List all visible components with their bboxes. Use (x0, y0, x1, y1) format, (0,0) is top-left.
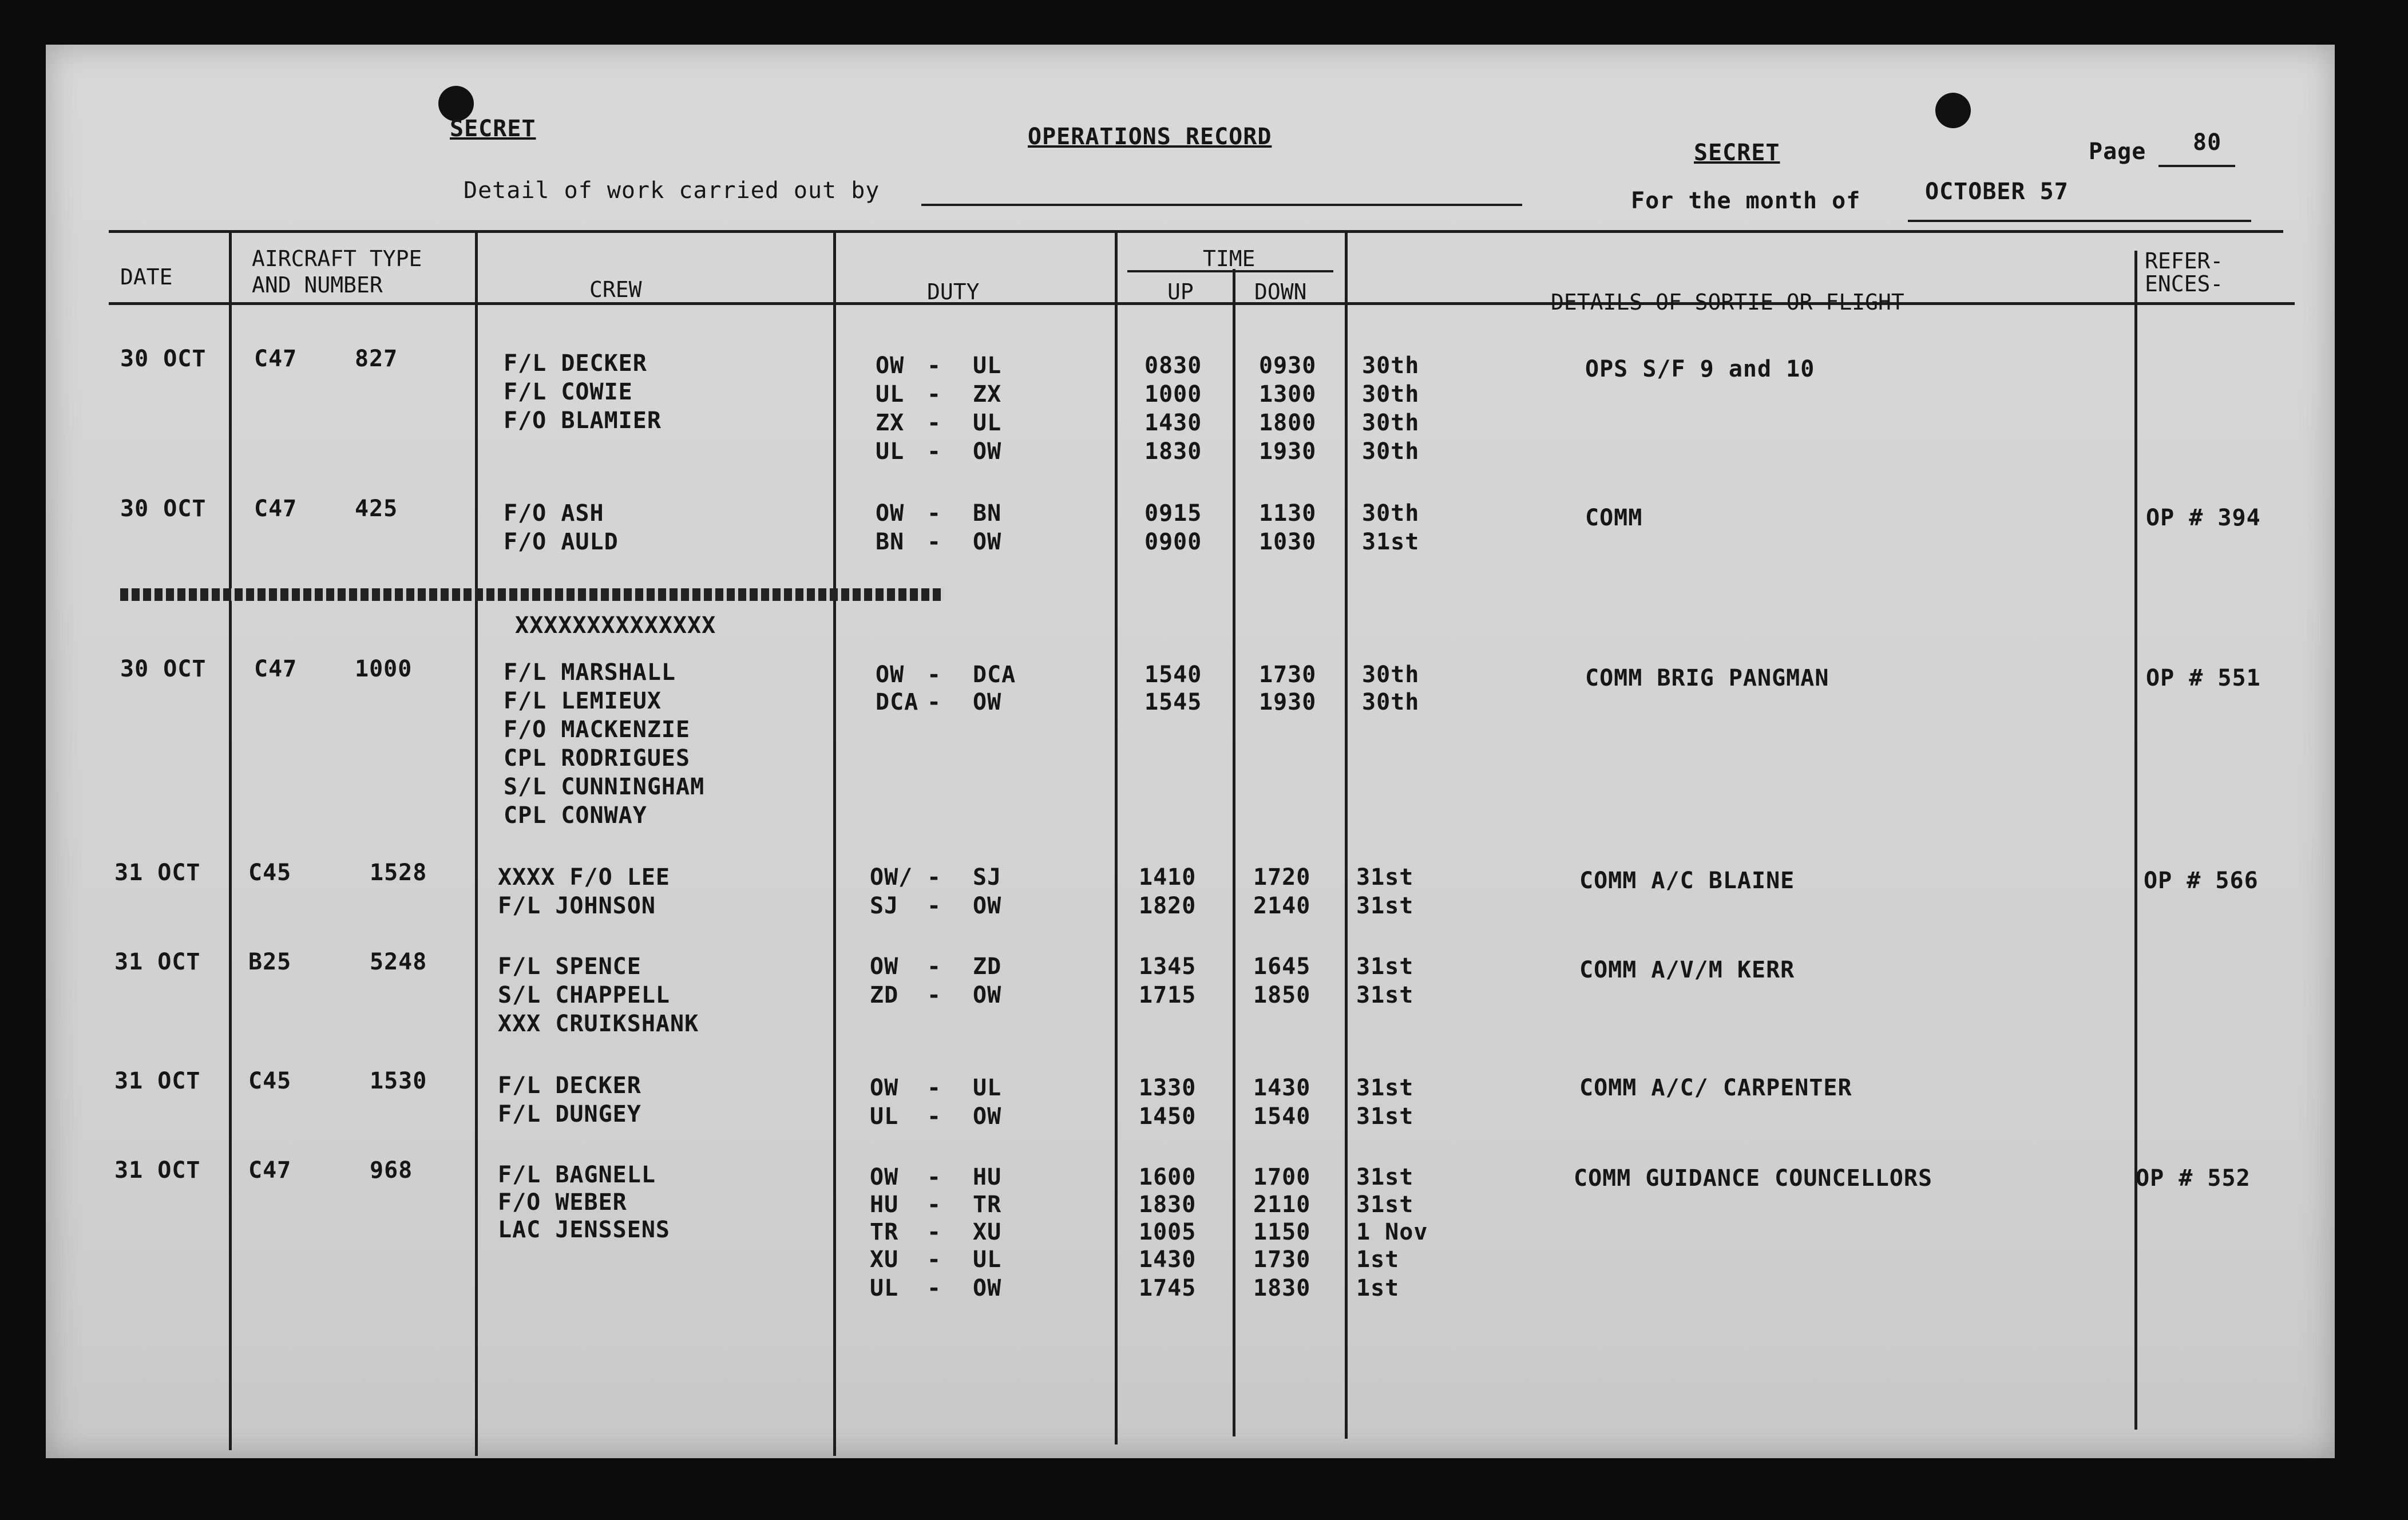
crew-member: F/L SPENCE (498, 953, 641, 980)
crew-member: F/L DECKER (504, 350, 647, 377)
crew-member: LAC JENSSENS (498, 1217, 670, 1243)
crew-member: F/L JOHNSON (498, 893, 656, 919)
page-label: Page (2089, 138, 2146, 165)
leg-dash: - (927, 1219, 942, 1245)
leg-from: SJ (870, 893, 899, 919)
leg-up: 1715 (1139, 982, 1197, 1008)
leg-from: HU (870, 1192, 899, 1218)
month-value: OCTOBER 57 (1925, 179, 2069, 205)
table-top-rule (109, 230, 2283, 233)
entry-aircraft-number: 827 (355, 346, 398, 372)
leg-up: 1820 (1139, 893, 1197, 919)
leg-up: 1450 (1139, 1103, 1197, 1130)
leg-to: UL (973, 353, 1002, 379)
leg-down: 0930 (1259, 353, 1317, 379)
leg-down: 1150 (1253, 1219, 1311, 1245)
leg-up: 1600 (1139, 1164, 1197, 1190)
col-up: UP (1167, 279, 1194, 304)
leg-down: 1300 (1259, 381, 1317, 407)
leg-down: 1930 (1259, 689, 1317, 715)
leg-day: 31st (1356, 1075, 1414, 1101)
page-number: 80 (2193, 129, 2222, 156)
leg-to: DCA (973, 662, 1016, 688)
strikeout-text: XXXXXXXXXXXXXX (515, 612, 716, 639)
leg-day: 31st (1356, 1192, 1414, 1218)
leg-down: 1830 (1253, 1275, 1311, 1301)
crew-member: F/L COWIE (504, 379, 633, 405)
leg-from: OW (870, 1164, 899, 1190)
crew-member: F/L DECKER (498, 1072, 641, 1099)
leg-dash: - (927, 1275, 942, 1301)
leg-up: 1005 (1139, 1219, 1197, 1245)
leg-day: 30th (1362, 662, 1420, 688)
leg-dash: - (927, 1103, 942, 1130)
leg-day: 1st (1356, 1275, 1400, 1301)
leg-up: 1000 (1144, 381, 1202, 407)
leg-day: 31st (1356, 864, 1414, 890)
leg-to: XU (973, 1219, 1002, 1245)
col-rule-1 (229, 231, 232, 1450)
entry-aircraft-number: 968 (370, 1157, 413, 1183)
leg-day: 30th (1362, 353, 1420, 379)
leg-down: 1720 (1253, 864, 1311, 890)
leg-to: ZX (973, 381, 1002, 407)
entry-aircraft-number: 1530 (370, 1068, 427, 1094)
entry-date: 31 OCT (114, 949, 201, 975)
leg-down: 1730 (1253, 1246, 1311, 1273)
leg-up: 0900 (1144, 529, 1202, 555)
leg-down: 2140 (1253, 893, 1311, 919)
leg-to: UL (973, 1075, 1002, 1101)
entry-details: COMM A/V/M KERR (1579, 957, 1795, 983)
leg-from: TR (870, 1219, 899, 1245)
leg-down: 2110 (1253, 1192, 1311, 1218)
leg-dash: - (927, 953, 942, 980)
crew-member: S/L CHAPPELL (498, 982, 670, 1008)
leg-to: BN (973, 500, 1002, 527)
entry-date: 31 OCT (114, 1157, 201, 1183)
leg-day: 30th (1362, 438, 1420, 465)
leg-up: 1430 (1139, 1246, 1197, 1273)
entry-details: COMM BRIG PANGMAN (1585, 665, 1829, 691)
leg-dash: - (927, 1246, 942, 1273)
leg-down: 1700 (1253, 1164, 1311, 1190)
leg-day: 1st (1356, 1246, 1400, 1273)
leg-day: 30th (1362, 500, 1420, 527)
leg-from: OW (876, 500, 905, 527)
leg-from: UL (876, 381, 905, 407)
leg-dash: - (927, 662, 942, 688)
leg-day: 31st (1356, 982, 1414, 1008)
entry-aircraft-type: C47 (254, 496, 298, 522)
crew-member: S/L CUNNINGHAM (504, 774, 705, 800)
crew-member: F/L LEMIEUX (504, 688, 662, 714)
entry-details: OPS S/F 9 and 10 (1585, 356, 1815, 382)
leg-dash: - (927, 353, 942, 379)
leg-to: ZD (973, 953, 1002, 980)
leg-dash: - (927, 1075, 942, 1101)
col-rule-4 (1115, 231, 1118, 1444)
leg-from: OW (870, 953, 899, 980)
crew-member: XXXX F/O LEE (498, 864, 670, 890)
col-rule-3 (833, 231, 836, 1456)
leg-from: ZX (876, 410, 905, 436)
crew-member: F/L DUNGEY (498, 1101, 641, 1127)
entry-date: 30 OCT (120, 496, 207, 522)
leg-dash: - (927, 1192, 942, 1218)
leg-from: OW (876, 353, 905, 379)
leg-to: UL (973, 410, 1002, 436)
entry-aircraft-type: C47 (248, 1157, 292, 1183)
leg-up: 1830 (1139, 1192, 1197, 1218)
entry-reference: OP # 566 (2144, 868, 2259, 894)
leg-day: 31st (1356, 893, 1414, 919)
leg-to: OW (973, 438, 1002, 465)
leg-day: 30th (1362, 689, 1420, 715)
record-sheet (46, 45, 2335, 1458)
leg-from: OW (876, 662, 905, 688)
leg-dash: - (927, 438, 942, 465)
leg-day: 30th (1362, 410, 1420, 436)
entry-details: COMM A/C BLAINE (1579, 868, 1795, 894)
leg-up: 1745 (1139, 1275, 1197, 1301)
entry-aircraft-number: 1528 (370, 860, 427, 886)
leg-down: 1430 (1253, 1075, 1311, 1101)
leg-down: 1850 (1253, 982, 1311, 1008)
entry-aircraft-type: C45 (248, 1068, 292, 1094)
col-aircraft-line2: AND NUMBER (252, 272, 383, 298)
leg-day: 31st (1356, 1103, 1414, 1130)
crew-member: CPL RODRIGUES (504, 745, 691, 771)
entry-date: 30 OCT (120, 346, 207, 372)
leg-to: HU (973, 1164, 1002, 1190)
leg-from: UL (870, 1103, 899, 1130)
col-time: TIME (1203, 246, 1256, 271)
crew-member: F/O AULD (504, 529, 619, 555)
entry-details: COMM GUIDANCE COUNCELLORS (1574, 1165, 1933, 1192)
entry-aircraft-type: C47 (254, 346, 298, 372)
page-number-line (2159, 165, 2235, 167)
crew-member: CPL CONWAY (504, 802, 647, 829)
detail-line (921, 204, 1522, 206)
col-references-line1: REFER- (2145, 248, 2224, 274)
leg-dash: - (927, 689, 942, 715)
leg-up: 0915 (1144, 500, 1202, 527)
secret-label-right: SECRET (1694, 140, 1780, 166)
leg-day: 31st (1356, 953, 1414, 980)
leg-to: TR (973, 1192, 1002, 1218)
secret-label-left: SECRET (450, 116, 536, 142)
leg-day: 30th (1362, 381, 1420, 407)
col-crew: CREW (589, 277, 642, 302)
leg-from: UL (870, 1275, 899, 1301)
col-rule-2 (475, 231, 478, 1456)
col-details: DETAILS OF SORTIE OR FLIGHT (1551, 290, 1904, 315)
col-aircraft-line1: AIRCRAFT TYPE (252, 246, 422, 271)
col-references-line2: ENCES- (2145, 271, 2224, 296)
leg-down: 1030 (1259, 529, 1317, 555)
leg-up: 1830 (1144, 438, 1202, 465)
leg-up: 1430 (1144, 410, 1202, 436)
leg-up: 1330 (1139, 1075, 1197, 1101)
leg-from: XU (870, 1246, 899, 1273)
leg-dash: - (927, 410, 942, 436)
leg-to: SJ (973, 864, 1002, 890)
leg-from: DCA (876, 689, 919, 715)
entry-reference: OP # 394 (2146, 505, 2261, 531)
page-title: OPERATIONS RECORD (1028, 124, 1272, 150)
crew-member: F/L BAGNELL (498, 1162, 656, 1188)
entry-aircraft-number: 425 (355, 496, 398, 522)
leg-to: UL (973, 1246, 1002, 1273)
entry-aircraft-type: C45 (248, 860, 292, 886)
strikeout-chain (120, 588, 944, 601)
leg-from: ZD (870, 982, 899, 1008)
crew-member: F/O WEBER (498, 1189, 627, 1216)
crew-member: F/L MARSHALL (504, 659, 676, 686)
leg-down: 1540 (1253, 1103, 1311, 1130)
col-rule-7 (2134, 251, 2137, 1430)
month-label: For the month of (1631, 188, 1861, 214)
col-rule-6 (1345, 231, 1348, 1439)
leg-to: OW (973, 1103, 1002, 1130)
leg-to: OW (973, 893, 1002, 919)
leg-up: 1545 (1144, 689, 1202, 715)
leg-dash: - (927, 1164, 942, 1190)
entry-aircraft-number: 5248 (370, 949, 427, 975)
leg-to: OW (973, 689, 1002, 715)
leg-down: 1645 (1253, 953, 1311, 980)
entry-aircraft-type: B25 (248, 949, 292, 975)
header-bottom-rule (109, 302, 2295, 305)
leg-up: 0830 (1144, 353, 1202, 379)
leg-down: 1730 (1259, 662, 1317, 688)
leg-dash: - (927, 982, 942, 1008)
col-rule-5 (1233, 269, 1235, 1436)
col-down: DOWN (1254, 279, 1307, 304)
entry-aircraft-number: 1000 (355, 656, 413, 682)
leg-dash: - (927, 864, 942, 890)
leg-dash: - (927, 893, 942, 919)
month-line (1908, 220, 2251, 222)
leg-to: OW (973, 982, 1002, 1008)
leg-to: OW (973, 1275, 1002, 1301)
leg-down: 1800 (1259, 410, 1317, 436)
leg-down: 1130 (1259, 500, 1317, 527)
col-date: DATE (120, 264, 173, 290)
crew-member: F/O ASH (504, 500, 604, 527)
leg-from: UL (876, 438, 905, 465)
entry-date: 30 OCT (120, 656, 207, 682)
leg-day: 1 Nov (1356, 1219, 1428, 1245)
entry-date: 31 OCT (114, 860, 201, 886)
col-duty: DUTY (927, 279, 980, 304)
leg-dash: - (927, 381, 942, 407)
punch-hole-right (1935, 93, 1971, 128)
leg-dash: - (927, 500, 942, 527)
leg-day: 31st (1356, 1164, 1414, 1190)
entry-reference: OP # 552 (2136, 1165, 2251, 1192)
leg-down: 1930 (1259, 438, 1317, 465)
leg-up: 1410 (1139, 864, 1197, 890)
crew-member: F/O BLAMIER (504, 407, 662, 434)
leg-from: BN (876, 529, 905, 555)
leg-up: 1540 (1144, 662, 1202, 688)
detail-label: Detail of work carried out by (464, 177, 880, 204)
entry-aircraft-type: C47 (254, 656, 298, 682)
entry-details: COMM A/C/ CARPENTER (1579, 1075, 1852, 1101)
leg-dash: - (927, 529, 942, 555)
crew-member: F/O MACKENZIE (504, 717, 691, 743)
crew-member: XXX CRUIKSHANK (498, 1011, 699, 1037)
entry-reference: OP # 551 (2146, 665, 2261, 691)
leg-from: OW/ (870, 864, 913, 890)
leg-up: 1345 (1139, 953, 1197, 980)
leg-from: OW (870, 1075, 899, 1101)
leg-to: OW (973, 529, 1002, 555)
entry-details: COMM (1585, 505, 1643, 531)
leg-day: 31st (1362, 529, 1420, 555)
entry-date: 31 OCT (114, 1068, 201, 1094)
